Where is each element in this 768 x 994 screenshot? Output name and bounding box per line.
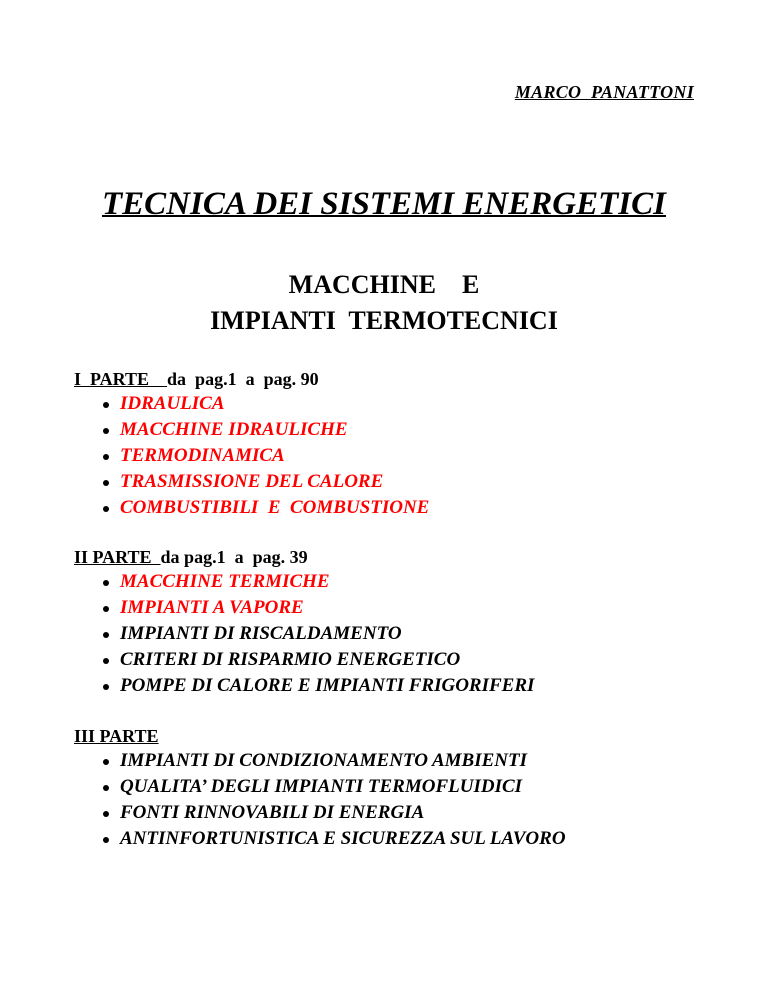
subtitle-line-1: MACCHINE E <box>288 270 480 299</box>
bullet-icon <box>103 811 109 817</box>
section-part-1 <box>74 367 734 521</box>
bullet-icon <box>103 402 109 408</box>
topic-list <box>74 569 734 699</box>
topic-label: TERMODINAMICA <box>120 445 285 466</box>
bullet-icon <box>103 684 109 690</box>
topic-item <box>74 621 734 647</box>
topic-label: QUALITA’ DEGLI IMPIANTI TERMOFLUIDICI <box>120 776 523 797</box>
topic-item <box>74 469 734 495</box>
topic-item <box>74 443 734 469</box>
section-page-range: da pag.1 a pag. 39 <box>160 547 308 567</box>
topic-item <box>74 417 734 443</box>
topic-label: IMPIANTI DI CONDIZIONAMENTO AMBIENTI <box>120 750 527 771</box>
topic-item <box>74 673 734 699</box>
bullet-icon <box>103 658 109 664</box>
author-name: MARCO PANATTONI <box>514 82 694 102</box>
topic-item <box>74 826 734 852</box>
bullet-icon <box>103 428 109 434</box>
topic-label: POMPE DI CALORE E IMPIANTI FRIGORIFERI <box>120 675 535 696</box>
topic-item <box>74 748 734 774</box>
topic-item <box>74 495 734 521</box>
topic-label: FONTI RINNOVABILI DI ENERGIA <box>120 802 425 823</box>
subtitle-line-2: IMPIANTI TERMOTECNICI <box>210 306 558 335</box>
section-heading <box>74 724 734 748</box>
topic-label: IDRAULICA <box>120 393 225 414</box>
topic-label: IMPIANTI A VAPORE <box>120 597 304 618</box>
topic-label: MACCHINE TERMICHE <box>120 571 330 592</box>
section-part-2 <box>74 545 734 699</box>
bullet-icon <box>103 837 109 843</box>
section-part-3 <box>74 724 734 852</box>
section-heading <box>74 367 734 391</box>
document-title: TECNICA DEI SISTEMI ENERGETICI <box>102 186 666 222</box>
topic-item <box>74 647 734 673</box>
topic-label: CRITERI DI RISPARMIO ENERGETICO <box>120 649 461 670</box>
topic-label: TRASMISSIONE DEL CALORE <box>120 471 384 492</box>
section-label: III PARTE <box>74 726 159 746</box>
topic-label: COMBUSTIBILI E COMBUSTIONE <box>120 497 430 518</box>
topic-item <box>74 391 734 417</box>
topic-item <box>74 595 734 621</box>
topic-label: MACCHINE IDRAULICHE <box>120 419 348 440</box>
bullet-icon <box>103 785 109 791</box>
topic-item <box>74 774 734 800</box>
bullet-icon <box>103 632 109 638</box>
bullet-icon <box>103 580 109 586</box>
bullet-icon <box>103 759 109 765</box>
section-label: I PARTE <box>74 369 168 389</box>
topic-label: IMPIANTI DI RISCALDAMENTO <box>120 623 402 644</box>
section-page-range: da pag.1 a pag. 90 <box>167 369 319 389</box>
bullet-icon <box>103 606 109 612</box>
bullet-icon <box>103 506 109 512</box>
topic-list <box>74 748 734 852</box>
section-heading <box>74 545 734 569</box>
bullet-icon <box>103 480 109 486</box>
topic-item <box>74 569 734 595</box>
topic-label: ANTINFORTUNISTICA E SICUREZZA SUL LAVORO <box>120 828 566 849</box>
topic-item <box>74 800 734 826</box>
topic-list <box>74 391 734 521</box>
bullet-icon <box>103 454 109 460</box>
section-label: II PARTE <box>74 547 161 567</box>
